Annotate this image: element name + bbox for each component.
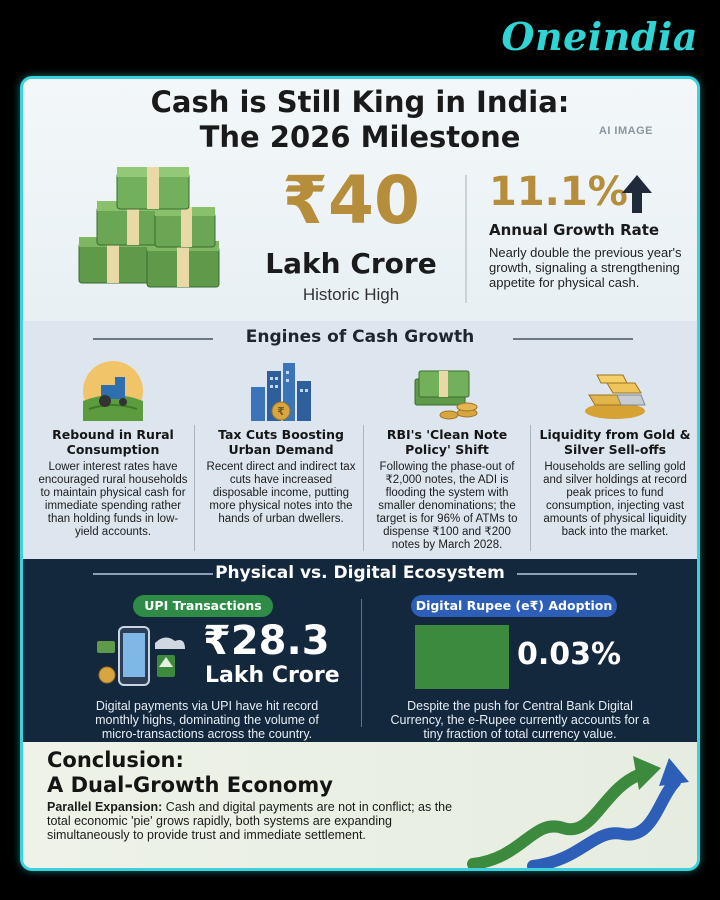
- engines-heading: Engines of Cash Growth: [245, 327, 475, 347]
- gold-bars-icon: [577, 361, 653, 423]
- page-title: [23, 85, 697, 155]
- title-line-2: The 2026 Milestone: [199, 120, 521, 154]
- conclusion-lead: Parallel Expansion:: [47, 800, 163, 814]
- smartphone-icon: [93, 623, 203, 705]
- engines-section: [23, 321, 697, 559]
- upi-description: Digital payments via UPI have hit record monthly highs, dominating the volume of micro-transactions across the country.: [95, 699, 319, 741]
- ai-image-tag: AI IMAGE: [598, 125, 653, 137]
- conclusion-text: [47, 800, 457, 842]
- growth-label: Annual Growth Rate: [489, 221, 660, 239]
- brand-logo: Oneindia: [501, 14, 698, 59]
- engine-item-rural: [37, 361, 189, 539]
- conclusion-section: [23, 742, 697, 871]
- engine-item-gold: [539, 361, 691, 539]
- conclusion-body: Cash and digital payments are not in conflict; as the total economic 'pie' grows rapidly, both systems are expanding simultaneously to provide trust and immediate settlement.: [47, 800, 453, 842]
- hero-divider: [465, 175, 467, 303]
- engine-text-gold: Households are selling gold and silver holdings at record peak prices to fund consumption, injecting vast amounts of physical liquidity back into the market.: [543, 461, 687, 538]
- upi-amount: ₹28.3: [203, 618, 330, 664]
- city-icon: [243, 361, 319, 423]
- conclusion-title: [47, 748, 333, 798]
- erupee-label-badge: Digital Rupee (e₹) Adoption: [411, 595, 617, 617]
- engine-title-rural: Rebound in Rural Consumption: [52, 427, 174, 457]
- engine-text-rbi: Following the phase-out of ₹2,000 notes, the ADI is flooding the system with smaller denominations; the target is for 96% of ATMs to dispense ₹100 and ₹200 notes by March 2028.: [376, 461, 518, 551]
- erupee-bar: [415, 625, 509, 689]
- erupee-description: Despite the push for Central Bank Digital Currency, the e-Rupee currently accounts for a tiny fraction of total currency value.: [390, 699, 650, 741]
- cash-unit: Lakh Crore: [265, 247, 437, 280]
- conclusion-title-line-1: Conclusion:: [47, 748, 184, 772]
- engine-item-urban: [205, 361, 357, 526]
- infographic-frame: [20, 76, 700, 871]
- digital-heading: Physical vs. Digital Ecosystem: [215, 563, 505, 583]
- column-divider: [194, 425, 195, 551]
- engine-item-rbi: [371, 361, 523, 552]
- engine-text-rural: Lower interest rates have encouraged rural households to maintain physical cash for immediate spending rather than holding funds in low-yield accounts.: [38, 461, 188, 538]
- engine-text-urban: Recent direct and indirect tax cuts have increased disposable income, putting more physical notes into the hands of urban dwellers.: [206, 461, 356, 525]
- cash-coins-icon: [409, 361, 485, 423]
- engine-title-urban: Tax Cuts Boosting Urban Demand: [218, 427, 344, 457]
- conclusion-title-line-2: A Dual-Growth Economy: [47, 773, 333, 797]
- upi-label-badge: UPI Transactions: [133, 595, 273, 617]
- money-stack-icon: [59, 165, 229, 305]
- growth-rate: 11.1%: [489, 169, 628, 215]
- erupee-value: 0.03%: [517, 637, 622, 672]
- cash-subtitle: Historic High: [302, 285, 400, 304]
- cash-amount: ₹40: [282, 162, 420, 239]
- title-line-1: Cash is Still King in India:: [150, 85, 570, 119]
- digital-divider: [361, 599, 362, 727]
- column-divider: [363, 425, 364, 551]
- digital-section: [23, 559, 697, 742]
- growth-description: Nearly double the previous year's growth, signaling a strengthening appetite for physical cash.: [489, 245, 682, 290]
- engine-title-rbi: RBI's 'Clean Note Policy' Shift: [386, 427, 508, 457]
- up-arrow-icon: [621, 173, 653, 215]
- hero-section: [23, 79, 697, 321]
- growth-arrows-icon: [463, 748, 693, 868]
- engine-title-gold: Liquidity from Gold & Silver Sell-offs: [539, 427, 691, 457]
- svg-text:₹: ₹: [277, 405, 285, 418]
- tractor-icon: [75, 361, 151, 423]
- column-divider: [530, 425, 531, 551]
- upi-unit: Lakh Crore: [205, 663, 340, 688]
